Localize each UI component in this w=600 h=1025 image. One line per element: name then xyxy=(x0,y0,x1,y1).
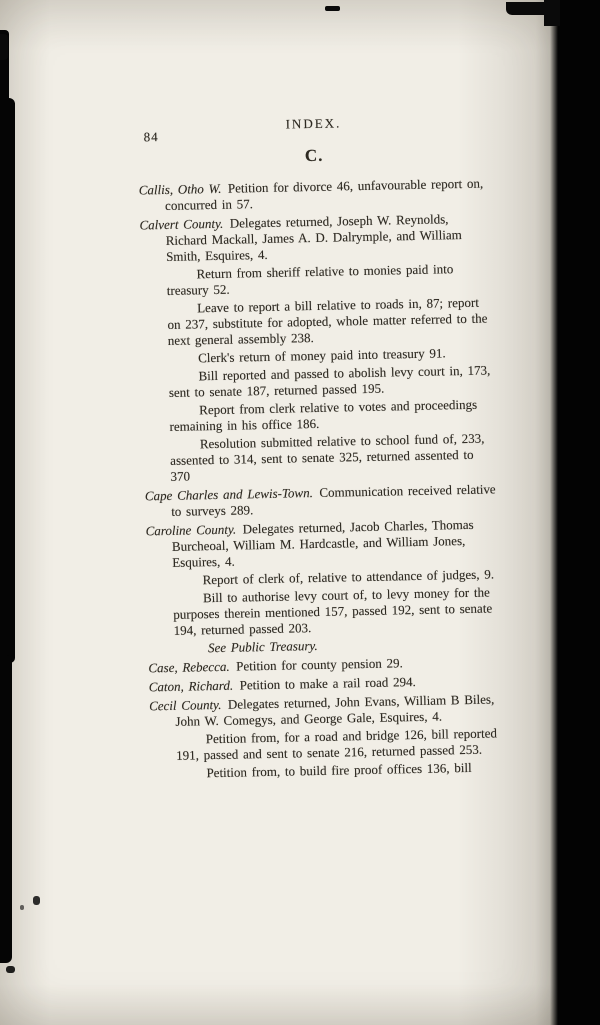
entry-sub: Report of clerk of, relative to attendance of judges, 9. xyxy=(202,566,495,588)
entry-name: Cape Charles and Lewis-Town. xyxy=(144,485,314,504)
entry-sub: Bill to authorise levy court of, to levy money for the purposes therein mentioned 157, passed 192, sent to senate 194, returned passed 203. xyxy=(173,584,493,638)
index-entry xyxy=(145,481,498,520)
page-content xyxy=(135,0,503,782)
entry-sub: Petition from, to build fire proof offices 136, bill xyxy=(206,759,472,781)
entry-name: Cecil County. xyxy=(148,696,222,714)
page-number: 84 xyxy=(143,129,159,145)
entry-sub: Resolution submitted relative to school fund of, 233, assented to 314, sent to senate 325, returned assented to 370 xyxy=(170,430,485,484)
entry-text: Callis, Otho W. Petition for divorce 46, unfavourable report on, concurred in 57. xyxy=(138,175,484,213)
scan-artifact xyxy=(544,0,560,26)
scan-left-edge xyxy=(0,98,15,663)
entry-name: Callis, Otho W. xyxy=(138,180,222,198)
entry-sub: Leave to report a bill relative to roads in, 87; report on 237, substitute for adopted, whole matter referred to the next general assembly 238. xyxy=(167,294,488,348)
cross-reference: See Public Treasury. xyxy=(207,637,318,656)
entry-sub: Clerk's return of money paid into treasury 91. xyxy=(198,345,446,366)
scan-artifact xyxy=(325,6,340,11)
running-title: INDEX. xyxy=(285,115,342,132)
entry-sub: Bill reported and passed to abolish levy court in, 173, sent to senate 187, returned passed 195. xyxy=(168,362,491,400)
section-letter: C. xyxy=(304,145,324,166)
entry-name: Caroline County. xyxy=(145,521,237,539)
scan-right-edge xyxy=(558,0,600,1025)
page-header xyxy=(137,112,489,145)
scan-artifact xyxy=(33,896,40,905)
scan-artifact xyxy=(0,34,8,60)
scan-artifact xyxy=(6,966,15,973)
entry-name: Case, Rebecca. xyxy=(148,658,230,676)
entry-name: Calvert County. xyxy=(139,215,224,233)
entry-text: Cape Charles and Lewis-Town. Communication received relative to surveys 289. xyxy=(144,481,496,519)
index-entry xyxy=(149,691,503,782)
index-entries xyxy=(139,175,503,782)
entry-sub: Report from clerk relative to votes and proceedings remaining in his office 186. xyxy=(169,396,478,434)
scan-artifact xyxy=(20,905,24,910)
scan-left-edge xyxy=(0,655,12,963)
entry-name: Caton, Richard. xyxy=(148,677,234,695)
entry-text: Case, Rebecca. Petition for county pension 29. xyxy=(148,655,403,676)
entry-sub: Petition from, for a road and bridge 126, bill reported 191, passed and sent to senate 216, returned passed 253. xyxy=(175,725,498,763)
entry-text: Calvert County. Delegates returned, Joseph W. Reynolds, Richard Mackall, James A. D. Dalrymple, and William Smith, Esquires, 4. xyxy=(139,211,462,264)
index-entry xyxy=(139,210,496,485)
entry-text: Cecil County. Delegates returned, John Evans, William B Biles, John W. Comegys, and George Gale, Esquires, 4. xyxy=(148,691,495,729)
entry-text: Caroline County. Delegates returned, Jacob Charles, Thomas Burcheoal, William M. Hardcastle, and William Jones, Esquires, 4. xyxy=(145,516,474,570)
entry-sub: Return from sheriff relative to monies paid into treasury 52. xyxy=(166,261,454,298)
index-entry xyxy=(145,516,500,657)
index-entry xyxy=(139,175,492,214)
entry-text: Caton, Richard. Petition to make a rail road 294. xyxy=(148,674,416,695)
